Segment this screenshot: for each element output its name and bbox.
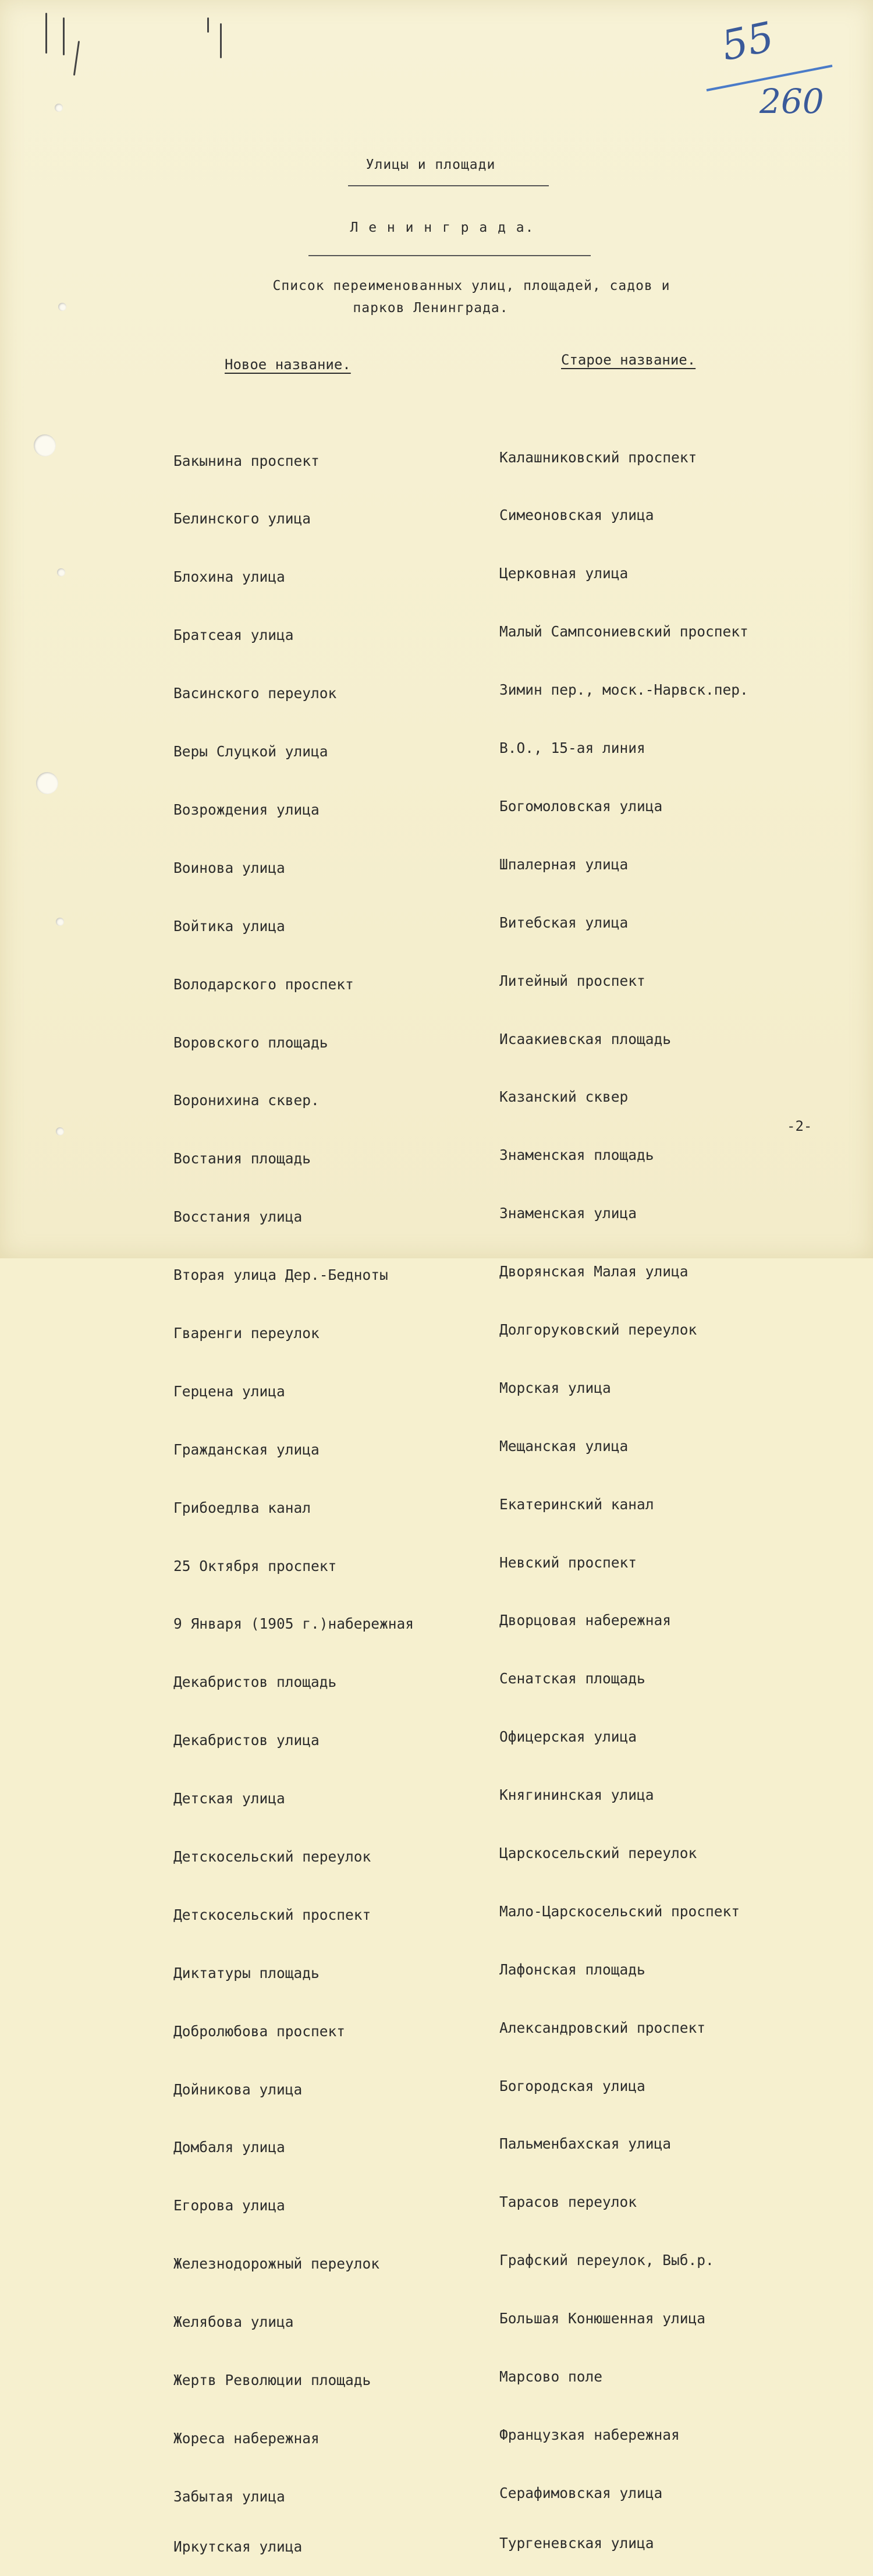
page-number: -2- [787,1118,812,1134]
new-name: Возрождения улица [173,801,320,818]
subtitle-line-2: парков Ленинграда. [353,300,509,316]
title-underline [348,185,549,186]
old-name: Мало-Царскосельский проспект [499,1902,740,1920]
subtitle-line-1: Список переименованных улиц, площадей, садов и [272,278,670,293]
new-name: Дойникова улица [173,2080,303,2098]
old-name: Тургеневская улица [499,2535,654,2552]
old-name: Тарасов переулок [499,2193,637,2211]
new-name: Восстания улица [173,1208,303,1226]
punch-hole-small [58,303,66,311]
old-name: Сенатская площадь [499,1670,645,1687]
new-name: Диктатуры площадь [173,1964,320,1981]
new-name: Володарского проспект [173,975,354,993]
new-name: Востания площадь [173,1150,311,1167]
punch-hole-large [34,434,56,457]
old-name: Марсово поле [499,2368,603,2385]
old-name: Калашниковский проспект [499,448,697,466]
new-name: Желябова улица [173,2313,294,2331]
old-name: Симеоновская улица [499,507,654,524]
old-name: Богомоловская улица [499,797,663,815]
new-name: 25 Октября проспект [173,1557,337,1574]
handwritten-folio-bottom: 260 [760,82,824,121]
old-name: Литейный проспект [499,972,645,989]
new-name: Васинского переулок [173,685,337,702]
city-title: Л е н и н г р а д а. [350,220,535,235]
old-name: Витебская улица [499,914,629,931]
column-header-old-name: Старое название. [561,352,696,368]
old-name: Богородская улица [499,2077,645,2094]
old-name: Малый Сампсониевский проспект [499,623,748,641]
old-name: Знаменская площадь [499,1147,654,1164]
punch-hole-small [55,104,63,112]
old-name: Морская улица [499,1379,611,1396]
handwritten-folio-top: 55 [717,12,778,70]
new-names-column [173,412,414,2576]
old-name: Дворянская Малая улица [499,1263,689,1280]
old-name: Долгоруковский переулок [499,1321,697,1338]
old-name: Невский проспект [499,1554,637,1571]
new-name: Егорова улица [173,2197,285,2214]
old-name: Церковная улица [499,565,629,582]
old-name: Большая Конюшенная улица [499,2310,706,2327]
city-underline [308,255,591,256]
old-name: Шпалерная улица [499,855,629,873]
old-name: Знаменская улица [499,1205,637,1222]
old-name: Александровский проспект [499,2019,706,2036]
old-names-column [499,409,748,2573]
new-name: Детскосельский проспект [173,1906,371,1923]
new-name: Детская улица [173,1790,285,1807]
new-name: Блохина улица [173,568,285,586]
new-name: Герцена улица [173,1382,285,1400]
new-name: Домбаля улица [173,2139,285,2156]
new-name: 9 Января (1905 г.)набережная [173,1615,414,1633]
new-name: Войтика улица [173,917,285,935]
new-name: Добролюбова проспект [173,2022,346,2040]
new-name: Воинова улица [173,859,285,876]
old-name: Зимин пер., моск.-Нарвск.пер. [499,681,748,699]
margin-mark [63,17,65,55]
old-name: Графский переулок, Выб.р. [499,2252,714,2269]
old-name: Дворцовая набережная [499,1612,672,1629]
old-name: Исаакиевская площадь [499,1030,672,1048]
old-name: Офицерская улица [499,1728,637,1746]
new-name: Жертв Революции площадь [173,2371,371,2389]
old-name: Княгининская улица [499,1786,654,1804]
old-name: Серафимовская улица [499,2484,663,2501]
punch-hole-small [57,568,65,576]
document-title: Улицы и площади [365,157,496,172]
new-name: Декабристов площадь [173,1673,337,1691]
new-name: Воронихина сквер. [173,1092,320,1109]
new-name: Железнодорожный переулок [173,2255,380,2273]
new-name: Детскосельский переулок [173,1848,371,1865]
margin-mark [207,17,209,33]
new-name: Братсеая улица [173,627,294,644]
punch-hole-large [36,772,58,794]
old-name: Пальменбахская улица [499,2135,672,2153]
new-name: Гваренги переулок [173,1324,320,1342]
new-name: Забытая улица [173,2487,285,2505]
old-name: Царскосельский переулок [499,1844,697,1862]
new-name: Вторая улица Дер.-Бедноты [173,1266,388,1284]
new-name: Грибоедлва канал [173,1499,311,1516]
old-name: Французкая набережная [499,2426,680,2443]
punch-hole-small [56,918,64,926]
new-name: Веры Слуцкой улица [173,743,328,760]
new-name: Белинского улица [173,510,311,528]
old-name: Лафонская площадь [499,1961,645,1978]
new-name: Воровского площадь [173,1034,328,1051]
new-name: Декабристов улица [173,1732,320,1749]
old-name: В.О., 15-ая линия [499,739,645,757]
old-name: Мещанская улица [499,1437,629,1455]
margin-mark [45,13,47,54]
punch-hole-small [56,1127,64,1135]
margin-mark [220,23,222,58]
new-name: Жореса набережная [173,2429,320,2447]
new-name: Бакынина проспект [173,452,320,469]
new-name: Иркутская улица [173,2538,303,2556]
old-name: Екатеринский канал [499,1495,654,1513]
old-name: Казанский сквер [499,1088,629,1106]
new-name: Гражданская улица [173,1441,320,1458]
column-header-new-name: Новое название. [225,356,351,373]
